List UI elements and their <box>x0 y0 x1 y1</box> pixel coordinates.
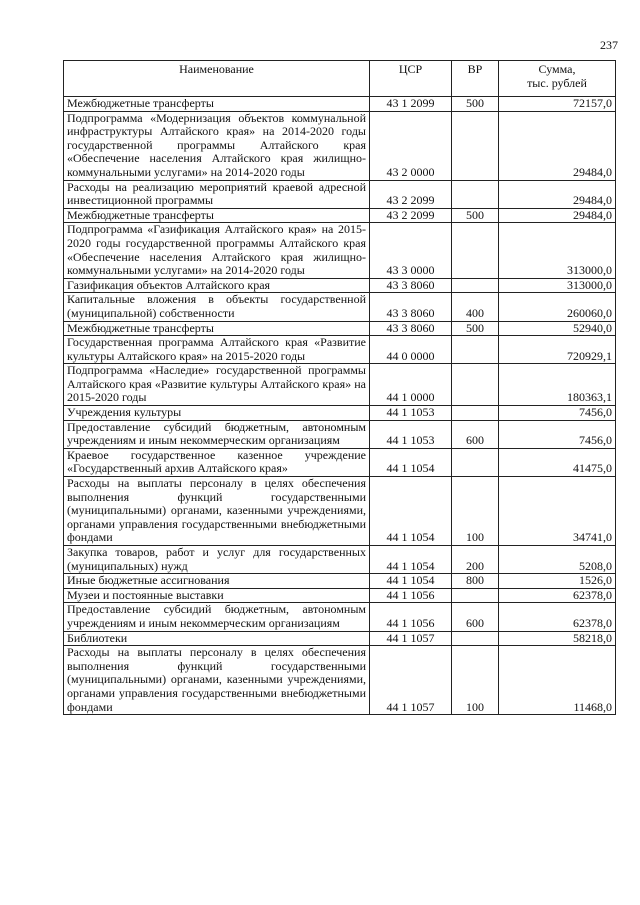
cell-name: Иные бюджетные ассигнования <box>64 574 370 589</box>
cell-csr: 43 3 8060 <box>370 321 452 336</box>
cell-csr: 44 1 1057 <box>370 631 452 646</box>
cell-name: Расходы на выплаты персоналу в целях обеспечения выполнения функций государственными (муниципальными) органами, казенными учреждениями, органами управления государственными внебюджетными фондами <box>64 646 370 715</box>
cell-vr: 500 <box>452 97 499 112</box>
table-row <box>64 111 616 180</box>
table-row <box>64 336 616 364</box>
cell-sum: 62378,0 <box>499 603 616 631</box>
header-csr: ЦСР <box>370 61 452 97</box>
table-row <box>64 278 616 293</box>
cell-sum: 313000,0 <box>499 278 616 293</box>
table-row <box>64 97 616 112</box>
cell-vr: 600 <box>452 420 499 448</box>
cell-vr: 200 <box>452 546 499 574</box>
cell-csr: 44 1 1053 <box>370 420 452 448</box>
cell-vr: 500 <box>452 208 499 223</box>
table-row <box>64 208 616 223</box>
budget-table <box>63 60 616 715</box>
cell-vr <box>452 223 499 278</box>
cell-sum: 29484,0 <box>499 111 616 180</box>
cell-sum: 29484,0 <box>499 180 616 208</box>
table-row <box>64 223 616 278</box>
cell-sum: 5208,0 <box>499 546 616 574</box>
cell-name: Межбюджетные трансферты <box>64 208 370 223</box>
header-sum <box>499 61 616 97</box>
cell-vr <box>452 448 499 476</box>
cell-csr: 44 1 1057 <box>370 646 452 715</box>
table-row <box>64 420 616 448</box>
cell-name: Газификация объектов Алтайского края <box>64 278 370 293</box>
cell-sum: 58218,0 <box>499 631 616 646</box>
cell-name: Предоставление субсидий бюджетным, автономным учреждениям и иным некоммерческим организациям <box>64 420 370 448</box>
cell-name: Учреждения культуры <box>64 406 370 421</box>
table-header-row <box>64 61 616 97</box>
table-row <box>64 588 616 603</box>
cell-vr <box>452 406 499 421</box>
table-row <box>64 477 616 546</box>
cell-vr <box>452 364 499 406</box>
cell-vr: 500 <box>452 321 499 336</box>
cell-name: Библиотеки <box>64 631 370 646</box>
header-vr: ВР <box>452 61 499 97</box>
page-number: 237 <box>600 38 618 52</box>
cell-name: Подпрограмма «Модернизация объектов коммунальной инфраструктуры Алтайского края» на 2014-2020 годы государственной программы Алтайского края «Обеспечение населения Алтайского края жилищно-коммунальными услугами» на 2014-2020 годы <box>64 111 370 180</box>
table-row <box>64 406 616 421</box>
cell-vr <box>452 588 499 603</box>
cell-vr <box>452 336 499 364</box>
cell-csr: 44 1 1054 <box>370 546 452 574</box>
cell-csr: 44 1 1056 <box>370 603 452 631</box>
table-row <box>64 603 616 631</box>
cell-csr: 43 2 2099 <box>370 208 452 223</box>
table-row <box>64 448 616 476</box>
cell-vr <box>452 278 499 293</box>
cell-csr: 43 2 2099 <box>370 180 452 208</box>
cell-sum: 1526,0 <box>499 574 616 589</box>
cell-vr: 100 <box>452 646 499 715</box>
cell-vr: 800 <box>452 574 499 589</box>
cell-sum: 34741,0 <box>499 477 616 546</box>
cell-sum: 7456,0 <box>499 406 616 421</box>
cell-csr: 44 1 0000 <box>370 364 452 406</box>
cell-sum: 62378,0 <box>499 588 616 603</box>
cell-vr: 600 <box>452 603 499 631</box>
cell-sum: 260060,0 <box>499 293 616 321</box>
cell-sum: 720929,1 <box>499 336 616 364</box>
cell-sum: 72157,0 <box>499 97 616 112</box>
header-sum-line1: Сумма, <box>538 62 576 76</box>
table-row <box>64 631 616 646</box>
header-name: Наименование <box>64 61 370 97</box>
cell-sum: 180363,1 <box>499 364 616 406</box>
cell-name: Музеи и постоянные выставки <box>64 588 370 603</box>
cell-sum: 7456,0 <box>499 420 616 448</box>
cell-csr: 44 1 1054 <box>370 574 452 589</box>
cell-name: Предоставление субсидий бюджетным, автономным учреждениям и иным некоммерческим организациям <box>64 603 370 631</box>
cell-sum: 41475,0 <box>499 448 616 476</box>
cell-csr: 44 1 1054 <box>370 448 452 476</box>
header-sum-line2: тыс. рублей <box>527 75 587 90</box>
table-row <box>64 574 616 589</box>
table-row <box>64 546 616 574</box>
cell-sum: 11468,0 <box>499 646 616 715</box>
cell-vr <box>452 180 499 208</box>
cell-csr: 43 3 0000 <box>370 223 452 278</box>
cell-name: Подпрограмма «Газификация Алтайского края» на 2015-2020 годы государственной программы Алтайского края «Обеспечение населения Алтайского края жилищно-коммунальными услугами» на 2014-2020 годы <box>64 223 370 278</box>
cell-name: Подпрограмма «Наследие» государственной программы Алтайского края «Развитие культуры Алтайского края» на 2015-2020 годы <box>64 364 370 406</box>
cell-csr: 44 1 1056 <box>370 588 452 603</box>
cell-name: Краевое государственное казенное учреждение «Государственный архив Алтайского края» <box>64 448 370 476</box>
cell-name: Межбюджетные трансферты <box>64 97 370 112</box>
cell-csr: 43 3 8060 <box>370 278 452 293</box>
cell-csr: 44 0 0000 <box>370 336 452 364</box>
table-row <box>64 321 616 336</box>
cell-vr <box>452 631 499 646</box>
cell-sum: 29484,0 <box>499 208 616 223</box>
cell-name: Капитальные вложения в объекты государственной (муниципальной) собственности <box>64 293 370 321</box>
cell-sum: 313000,0 <box>499 223 616 278</box>
cell-vr: 400 <box>452 293 499 321</box>
table-row <box>64 364 616 406</box>
cell-name: Государственная программа Алтайского края «Развитие культуры Алтайского края» на 2015-2020 годы <box>64 336 370 364</box>
cell-name: Межбюджетные трансферты <box>64 321 370 336</box>
table-row <box>64 646 616 715</box>
cell-vr: 100 <box>452 477 499 546</box>
table-row <box>64 180 616 208</box>
cell-name: Расходы на реализацию мероприятий краевой адресной инвестиционной программы <box>64 180 370 208</box>
cell-csr: 43 1 2099 <box>370 97 452 112</box>
cell-csr: 43 3 8060 <box>370 293 452 321</box>
cell-sum: 52940,0 <box>499 321 616 336</box>
table-row <box>64 293 616 321</box>
table-body <box>64 97 616 715</box>
cell-csr: 44 1 1054 <box>370 477 452 546</box>
cell-name: Закупка товаров, работ и услуг для государственных (муниципальных) нужд <box>64 546 370 574</box>
cell-vr <box>452 111 499 180</box>
cell-name: Расходы на выплаты персоналу в целях обеспечения выполнения функций государственными (муниципальными) органами, казенными учреждениями, органами управления государственными внебюджетными фондами <box>64 477 370 546</box>
cell-csr: 43 2 0000 <box>370 111 452 180</box>
cell-csr: 44 1 1053 <box>370 406 452 421</box>
